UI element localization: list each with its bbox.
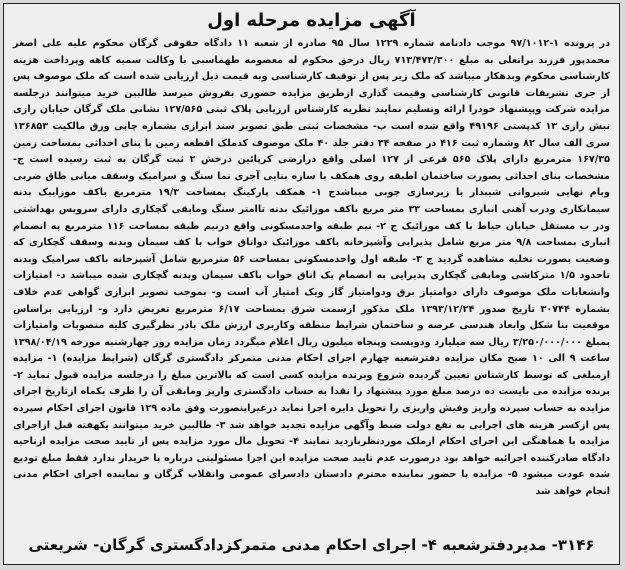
notice-footer: ۳۱۴۶- مدیردفترشعبه ۴- اجرای احکام مدنی متمرکزدادگستری گرگان- شریعتی	[28, 536, 595, 554]
auction-notice	[3, 3, 620, 565]
notice-title: آگهی مزایده مرحله اول	[207, 10, 416, 31]
notice-body: در پرونده ۱-۹۷/۱۰۱۲ موجب دادنامه شماره ۱۲۲۹ سال ۹۵ صادره از شعبه ۱۱ دادگاه حقوقی گرگان محکوم علیه علی اصغر محمدپور فرزند براتعلی به مبلغ ۷۱۳/۴۷۳/۳۰۰ ریال درحق محکوم له معصومه طهماسبی با وکالت سمیه کاهه وپرداخت هزینه کارشناسی محکوم وبدهکار میباشد که ملک زیر پس از توقیف کارشناسی وبه قیمت ذیل ارزیابی شده است که ملک موصوف پس از جری تشریفات قانونی کارشناسی وقیمت گذاری ازطریق مزایده حضوری بفروش میرسد طالبین خرید میتوانند درجلسه مزایده شرکت وپیشنهاد خودرا ارائه وتسلیم نمایند نظریه کارشناس ارزیابی پلاک ثبتی ۱۲۷/۵۶۵ نشانی ملک گرگان خیابان رازی نبش رازی ۱۳ کدپستی ۴۹۱۹۶ واقع شده است ب- مشخصات ثبتی طبق تصویر سند ابرازی بشماره چاپی ورق مالکیت ۱۳۶۸۵۳ سری الف سال ۸۲ وشماره ثبت ۴۱۶ در صفحه ۳۴ دفتر جلد ۴۰ ملک موصوف کدملک اقطعه زمین با بنای احداثی بمساحت زمین ۱۶۷/۳۵ مترمربع دارای پلاک ۵۶۵ فرعی از ۱۲۷ اصلی واقع درارضی کرپائین درخش ۲ ثبت گرگان به ثبت رسیده است ج- مشخصات بنای احداثی بصورت ساختمان اطبقه روی همکف با سازه بنایی آجری نما سنگ و سرامیک وسقف میانی طاق ضربی وبام نهایی شیروانی شیبدار با زیرسازی چوبی میباشدج ۱- همکف پارکینگ بمساحت ۱۹/۳ مترمربع باکف موزاییک بدنه سیمانکاری ودرب آهنی انباری بمساحت ۳۳ متر مربع باکف موزائیک بدنه تاامتر سنگ ومابقی گچکاری دارای سرویس بهداشتی ودر ب مستقل خیابان حیاط با کف موزائیک ج ۲- نیم طبقه واحدمسکونی واقع درنیم طبقه بمساحت ۱۱۶ مترمربع به انضمام انباری بمساحت ۹/۸ متر مربع شامل پذیرایی وآشپزخانه باکف موزائیک دواتاق خواب با کف سیمان وبدنه وسقف گچکاری که وضعیت بصورت تخلیه مشاهده گردید ج ۳- طبقه اول واحدمسکونی بمساحت ۵۶ مترمربع شامل آشپزخانه باکف سرامیک وبدنه تاحدود ۱/۵ مترکاشی ومابقی گچکاری پذیرایی به انضمام یک اتاق خواب باکف سیمان وبدنه گچکاری شده میباشد د- امتیازات وانشعابات ملک موصوف دارای دوامتیاز برق ودوامتیاز گاز ویک امتیاز آب است و- بموجب تصویر ابرازی گواهی عدم خلاف بشماره ۳۰۷۴۴ تاریخ صدور ۱۳۹۳/۱۲/۲۴ ملک مذکور ازسمت شرق بمساحت ۶/۱۷ مترمربع تعریض دارد و- ارزیابی براساس موقعیت بنا شکل وابعاد هندسی عرصه و ساختمان شرایط منطقه وکاربری ارزش ملک بادر نظرگیری کلیه منصوبات وامتیازات بمبلغ ۳/۲۵۰/۰۰۰/۰۰۰ ریال سه میلیارد ودویست وپنجاه میلیون ریال اعلام میگردد زمان مزایده روز چهارشنبه مورخه ۱۳۹۸/۰۴/۱۹ ساعت ۹ الی ۱۰ صبح مکان مزایده دفترشعبه چهارم اجرای احکام مدنی متمرکز دادگستری گرگان (شرایط مزایده) ۱- مزایده ازمبلغی که توسط کارشناس تعیین گردیده شروع وبرنده مزایده کسی است که بالاترین مبلغ را درجلسه مزایده قبول نماید ۲- برنده مزایده می بایست ده درصد مبلغ مورد پیشنهاد را نقدا به حساب دادگستری واریز ومابقی آن را ظرف یکماه ازتاریخ اجرای مزایده به حساب سپرده واریز وفیش واریزی را تحویل دایره اجرا نماید درغیراینصورت وفق ماده ۱۲۹ قانون اجرای احکام سپرده پس ازکسر هزینه های اجرایی به نفع دولت ضبط وآگهی مزایده تجدید خواهد شد ۳- طالبین خرید میتوانند یکهفته قبل ازاجرای مزایده با هماهنگی این اجرای احکام ازملک موردنظربازدید نمایند ۴- تحویل مال مورد مزایده پس از تایید صحت مزایده ازناحیه دادگاه صادرکننده اجرائیه خواهد بود درصورت عدم تایید صحت مزایده این اجرا مسئولیتی درباره با خریدار ندارد فقط مبلغ تودیع شده عودت میشود ۵- مزایده با حضور نماینده محترم دادستان دادسرای عمومی وانقلاب گرگان و نماینده اجرای احکام مدنی انجام خواهد شد	[13, 38, 611, 498]
